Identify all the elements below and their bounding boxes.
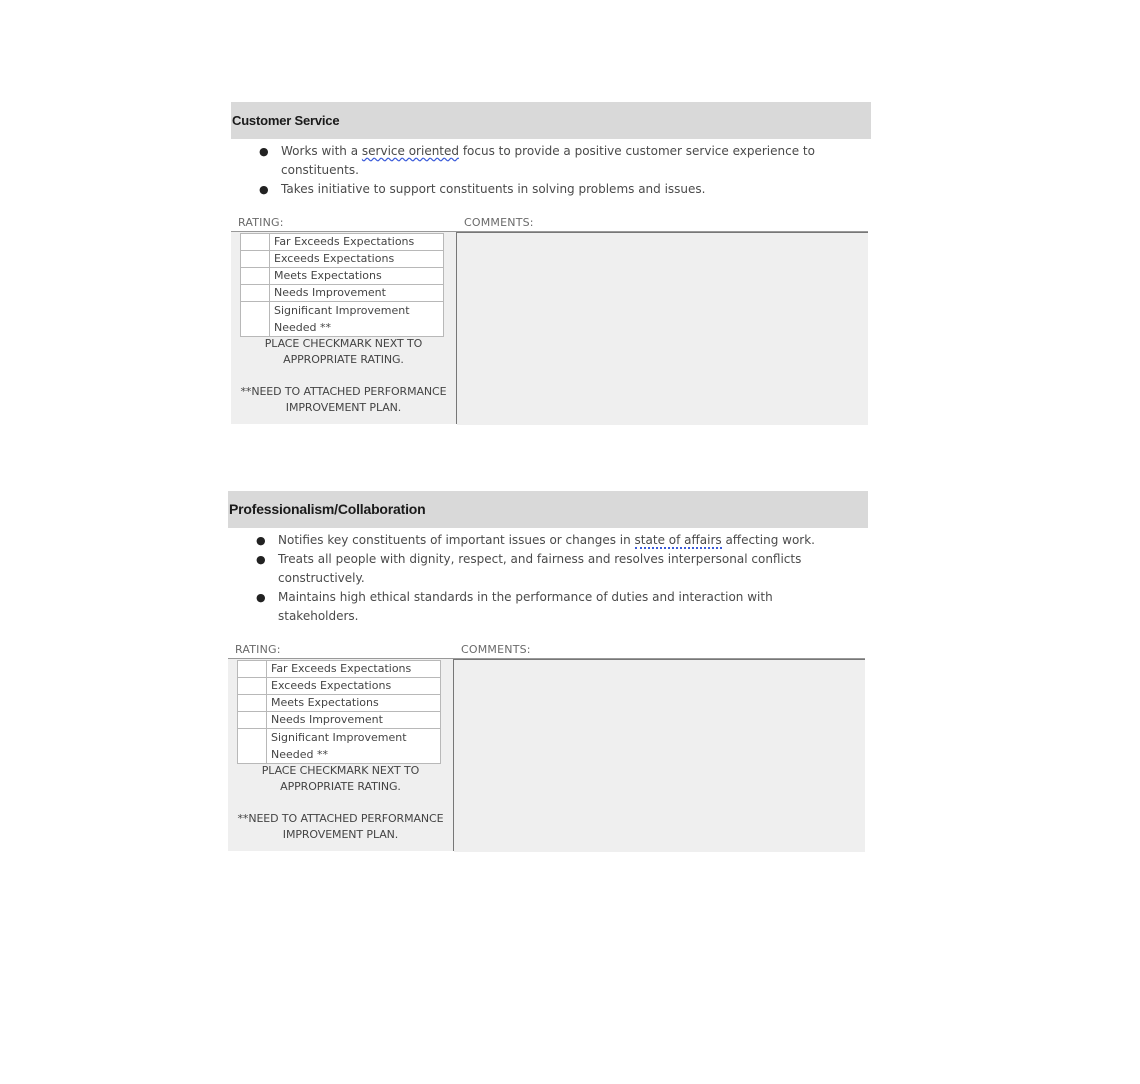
rating-option-label: Meets Expectations — [267, 695, 441, 712]
checkmark-instruction: PLACE CHECKMARK NEXT TO APPROPRIATE RATING. — [264, 337, 423, 366]
criteria-list — [231, 142, 871, 199]
rating-row — [238, 678, 441, 695]
rating-checkbox[interactable] — [238, 729, 267, 764]
criteria-list — [228, 531, 868, 626]
rating-option-label: Far Exceeds Expectations — [267, 661, 441, 678]
rating-checkbox[interactable] — [241, 234, 270, 251]
bullet-icon: ● — [256, 591, 266, 604]
rating-checkbox[interactable] — [238, 678, 267, 695]
rating-option-label: Exceeds Expectations — [267, 678, 441, 695]
column-divider — [456, 232, 457, 424]
professionalism-section — [228, 491, 868, 851]
bullet-icon: ● — [256, 534, 266, 547]
criteria-item: ● Notifies key constituents of important issues or changes in state of affairs affecting work. — [228, 531, 838, 550]
rating-option-label: Needs Improvement — [270, 285, 444, 302]
spellcheck-marked-text: service oriented — [361, 144, 460, 158]
rating-option-label: Exceeds Expectations — [270, 251, 444, 268]
rating-checkbox[interactable] — [241, 302, 270, 337]
rating-row — [241, 302, 444, 337]
rating-row — [241, 268, 444, 285]
rating-checkbox[interactable] — [241, 251, 270, 268]
comments-field[interactable] — [457, 232, 868, 425]
rating-option-label: Needs Improvement — [267, 712, 441, 729]
improvement-plan-note: **NEED TO ATTACHED PERFORMANCE IMPROVEMENT PLAN. — [237, 812, 444, 841]
rating-checkbox[interactable] — [238, 661, 267, 678]
rating-checkbox[interactable] — [241, 285, 270, 302]
criteria-item: ● Maintains high ethical standards in the performance of duties and interaction with stakeholders. — [256, 590, 773, 623]
customer-service-section — [231, 102, 871, 424]
rating-option-label: Significant Improvement Needed ** — [270, 302, 444, 337]
section-title: Customer Service — [231, 102, 871, 139]
bullet-icon: ● — [259, 145, 269, 158]
rating-row — [241, 285, 444, 302]
rating-option-label: Meets Expectations — [270, 268, 444, 285]
rating-checkbox[interactable] — [241, 268, 270, 285]
rating-table — [237, 660, 441, 764]
rating-row — [238, 661, 441, 678]
rating-label: RATING: — [238, 216, 284, 229]
rating-table — [240, 233, 444, 337]
bullet-icon: ● — [256, 553, 266, 566]
improvement-plan-note: **NEED TO ATTACHED PERFORMANCE IMPROVEMENT PLAN. — [240, 385, 447, 414]
rating-checkbox[interactable] — [238, 712, 267, 729]
rating-option-label: Far Exceeds Expectations — [270, 234, 444, 251]
rating-row — [238, 729, 441, 764]
rating-label: RATING: — [235, 643, 281, 656]
column-divider — [453, 659, 454, 851]
rating-row — [241, 234, 444, 251]
rating-checkbox[interactable] — [238, 695, 267, 712]
rating-block — [228, 643, 868, 851]
comments-label: COMMENTS: — [461, 643, 531, 656]
criteria-item: ● Takes initiative to support constituents in solving problems and issues. — [231, 180, 841, 199]
grammar-marked-text: state of affairs — [634, 533, 722, 547]
criteria-item: ● Treats all people with dignity, respect, and fairness and resolves interpersonal conflicts constructively. — [256, 552, 802, 585]
comments-label: COMMENTS: — [464, 216, 534, 229]
rating-row — [241, 251, 444, 268]
rating-row — [238, 695, 441, 712]
criteria-item: ● Works with a service oriented focus to provide a positive customer service experience to constituents. — [259, 144, 815, 177]
checkmark-instruction: PLACE CHECKMARK NEXT TO APPROPRIATE RATING. — [261, 764, 420, 793]
section-title: Professionalism/Collaboration — [228, 491, 868, 528]
rating-option-label: Significant Improvement Needed ** — [267, 729, 441, 764]
rating-row — [238, 712, 441, 729]
comments-field[interactable] — [454, 659, 865, 852]
bullet-icon: ● — [259, 183, 269, 196]
rating-block — [231, 216, 871, 424]
